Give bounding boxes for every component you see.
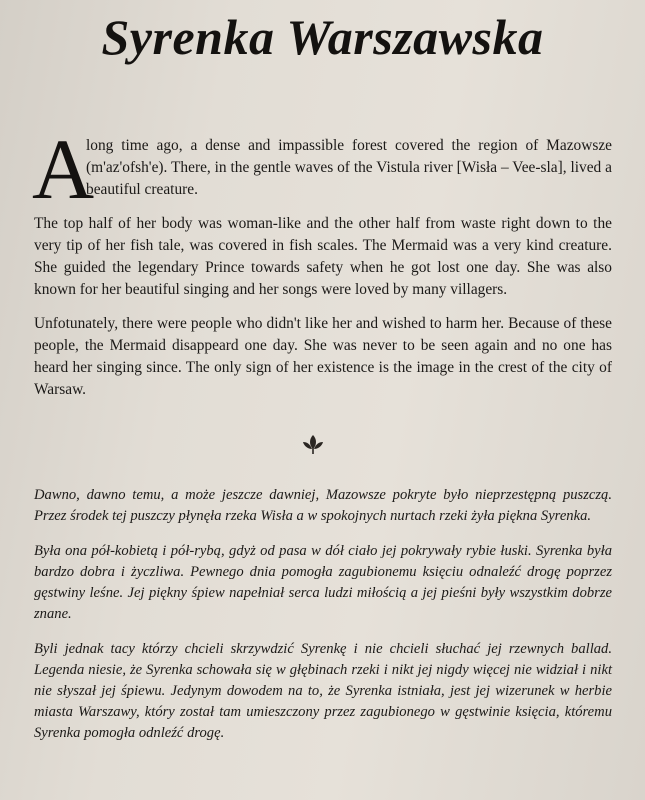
polish-text — [34, 485, 612, 758]
drop-cap: A — [32, 121, 95, 217]
english-paragraph-3: Unfotunately, there were people who didn't like her and wished to harm her. Because of these people, the Mermaid disappeard one day. She was never to be seen again and no one has heard her singing since. The only sign of her existence is the image in the crest of the city of Warsaw. — [34, 315, 612, 398]
leaf-ornament-icon — [300, 432, 326, 456]
polish-paragraph-1: Dawno, dawno temu, a może jeszcze dawniej, Mazowsze pokryte było nieprzestępną puszczą. Przez środek tej puszczy płynęła rzeka Wisła a w spokojnych nurtach rzeki żyła piękna Syrenka. — [34, 487, 612, 524]
polish-paragraph-3: Byli jednak tacy którzy chcieli skrzywdzić Syrenkę i nie chcieli słuchać jej rzewnych ballad. Legenda niesie, że Syrenka schowała się w głębinach rzeki i nikt jej nigdy więcej nie widział i nikt nie słyszał jej śpiewu. Jedynym dowodem na to, że Syrenka istniała, jest jej wizerunek w herbie miasta Warszawy, który został tam umieszczony przez zagubionego w gęstwinie księcia, któremu Syrenka pomogła odnleźć drogę. — [34, 641, 612, 741]
page-title: Syrenka Warszawska — [101, 9, 544, 65]
polish-paragraph-2: Była ona pół-kobietą i pół-rybą, gdyż od pasa w dół ciało jej pokrywały rybie łuski. Syrenka była bardzo dobra i życzliwa. Pewnego dnia pomogła zagubionemu księciu odnaleźć drogę poprzez gęstwiny leśne. Jej piękny śpiew napełniał serca ludzi miłością a jej pieśni były wszystkim dobrze znane. — [34, 543, 612, 622]
english-paragraph-2: The top half of her body was woman-like and the other half from waste right down to the very tip of her fish tale, was covered in fish scales. The Mermaid was a very kind creature. She guided the legendary Prince towards safety when he got lost one day. She was also known for her beautiful singing and her songs were loved by many villagers. — [34, 215, 612, 298]
english-paragraph-1 — [32, 121, 612, 217]
english-text — [32, 121, 612, 413]
english-paragraph-1-text: long time ago, a dense and impassible forest covered the region of Mazowsze (m'az'ofsh'e). There, in the gentle waves of the Vistula river [Wisła – Vee-sla], lived a beautiful creature. — [86, 137, 612, 198]
